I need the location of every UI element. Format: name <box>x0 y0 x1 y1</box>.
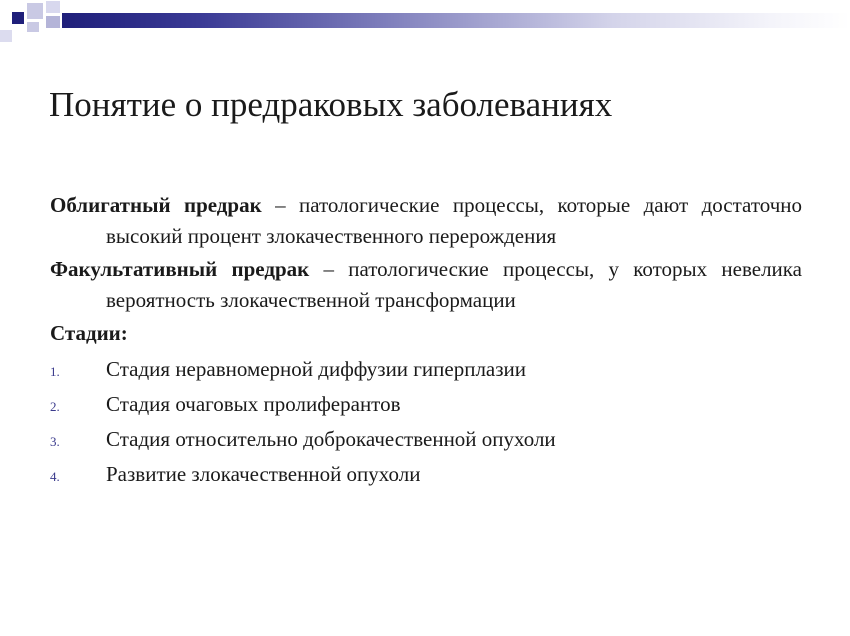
list-number: 4. <box>50 469 60 484</box>
decorative-gradient-bar <box>62 13 850 28</box>
definition-term: Факультативный предрак <box>50 257 310 281</box>
list-item <box>50 424 802 455</box>
slide-content <box>50 190 802 494</box>
list-item-label: Развитие злокачественной опухоли <box>106 462 421 486</box>
slide-title: Понятие о предраковых заболеваниях <box>49 85 613 124</box>
definition-facultative <box>50 254 802 316</box>
definition-obligate <box>50 190 802 252</box>
list-item-label: Стадия неравномерной диффузии гиперплазии <box>106 357 527 381</box>
definition-text: – патологические процессы, у которых невелика вероятность злокачественной трансформации <box>106 257 802 312</box>
definition-text: – патологические процессы, которые дают достаточно высокий процент злокачественного перерождения <box>106 193 802 248</box>
decorative-square <box>27 3 43 19</box>
list-item-label: Стадия очаговых пролиферантов <box>106 392 401 416</box>
stages-heading: Стадии: <box>50 321 128 345</box>
decorative-square <box>0 30 12 42</box>
list-item-label: Стадия относительно доброкачественной опухоли <box>106 427 556 451</box>
decorative-header-band <box>0 0 850 46</box>
list-number: 1. <box>50 364 60 379</box>
list-item <box>50 389 802 420</box>
list-number: 3. <box>50 434 60 449</box>
list-item <box>50 459 802 490</box>
decorative-square <box>27 22 39 32</box>
list-item <box>50 354 802 385</box>
decorative-square <box>46 1 60 13</box>
definition-term: Облигатный предрак <box>50 193 262 217</box>
decorative-square <box>46 16 60 28</box>
decorative-square <box>12 12 24 24</box>
list-number: 2. <box>50 399 60 414</box>
